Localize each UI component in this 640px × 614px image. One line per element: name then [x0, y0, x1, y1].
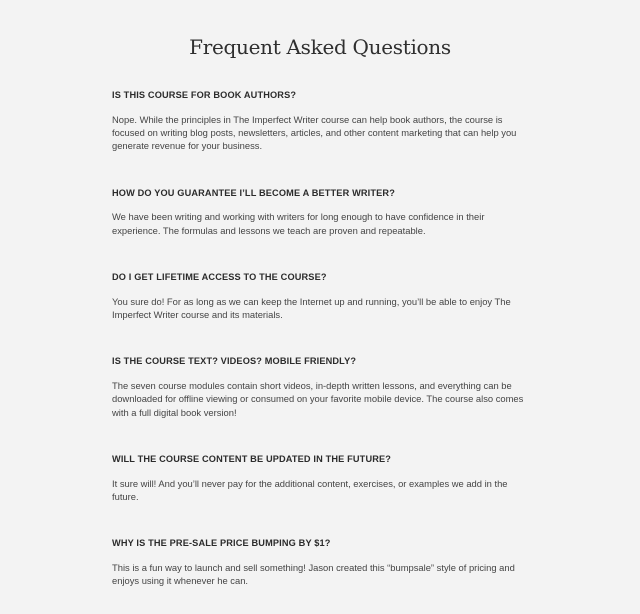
faq-answer: We have been writing and working with writers for long enough to have confidence in their experience. The formulas and lessons we teach are proven and repeatable. [112, 211, 485, 236]
faq-answer: You sure do! For as long as we can keep the Internet up and running, you’ll be able to enjoy The Imperfect Writer course and its materials. [112, 295, 511, 320]
faq-item [112, 355, 532, 419]
faq-answer: This is a fun way to launch and sell something! Jason created this “bumpsale” style of pricing and enjoys using it whenever he can. [112, 561, 515, 587]
faq-question: IS THIS COURSE FOR BOOK AUTHORS? [112, 90, 297, 100]
faq-item [112, 187, 532, 237]
faq-item [112, 271, 532, 321]
faq-answer: The seven course modules contain short videos, in-depth written lessons, and everything can be downloaded for offline viewing or consumed on your favorite mobile device. The course also comes with a full digital book version! [112, 379, 524, 418]
faq-question: WILL THE COURSE CONTENT BE UPDATED IN THE FUTURE? [112, 454, 392, 465]
faq-answer: It sure will! And you’ll never pay for the additional content, exercises, or examples we add in the future. [112, 477, 508, 502]
faq-item [112, 89, 532, 153]
faq-question: WHY IS THE PRE-SALE PRICE BUMPING BY $1? [112, 538, 331, 549]
faq-list [112, 89, 532, 588]
faq-question: DO I GET LIFETIME ACCESS TO THE COURSE? [112, 272, 327, 283]
faq-question: IS THE COURSE TEXT? VIDEOS? MOBILE FRIENDLY? [112, 356, 357, 367]
faq-item [112, 453, 532, 503]
faq-question: HOW DO YOU GUARANTEE I’LL BECOME A BETTER WRITER? [112, 187, 395, 198]
faq-item [112, 537, 532, 587]
page-title: Frequent Asked Questions [189, 35, 451, 59]
faq-answer: Nope. While the principles in The Imperfect Writer course can help book authors, the course is focused on writing blog posts, newsletters, articles, and other content marketing that can help you generate revenue for your business. [112, 113, 517, 152]
